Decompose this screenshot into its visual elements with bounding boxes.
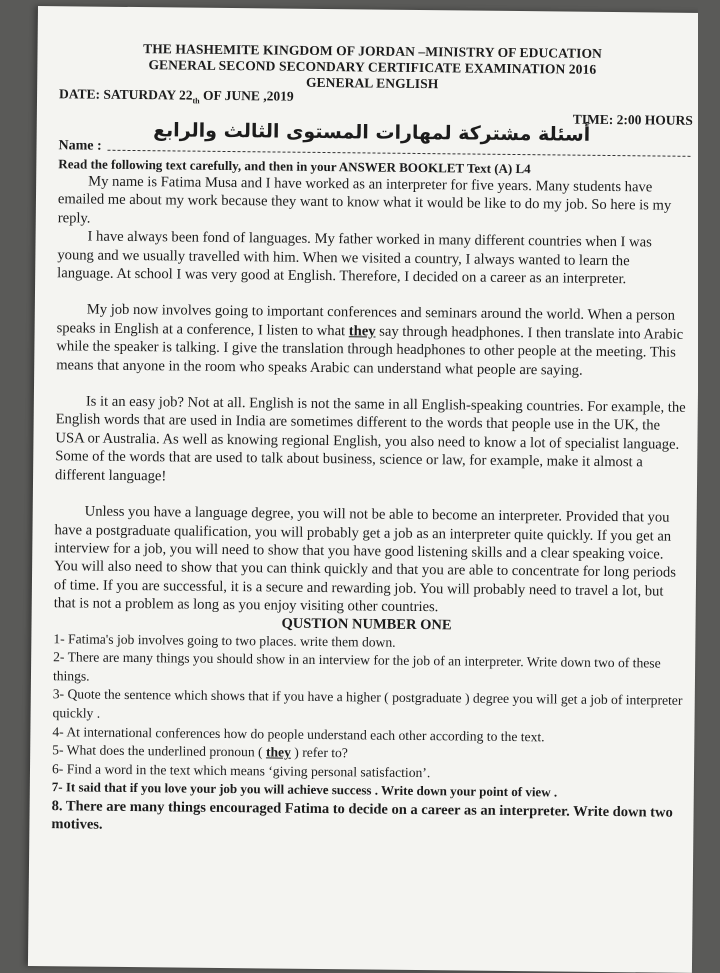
instruction: Read the following text carefully, and then in your ANSWER BOOKLET Text (A) L4 [58,156,531,177]
paragraph-2: I have always been fond of languages. My father worked in many different countries when I was young and we usually travelled with him. When we visited a country, I always wanted to learn the language. At school I was very good at English. Therefore, I decided on a career as an interpreter. [57,228,652,288]
name-label: Name : [58,138,102,154]
question-title: QUSTION NUMBER ONE [281,615,452,633]
exam-date: DATE: SATURDAY $22_{th}$ OF JUNE ,2019 [59,86,294,106]
paragraph-5: Unless you have a language degree, you will not be able to become an interpreter. Provided that you have a postgraduate qualification, you will probably get a job as an interpreter quite quickly. If you get an interview for a job, you will need to show that you have good listening skills and a clear speaking voice. You will also need to show that you can think quickly and that you are able to concentrate for long periods of time. If you are successful, it is a secure and rewarding job. You will probably need to travel a lot, but that is not a problem as long as you enjoy visiting other countries. [53,503,677,616]
arabic-title: أسئلة مشتركة لمهارات المستوى الثالث والرابع [153,119,591,146]
question-3: 3- Quote the sentence which shows that if you have a higher ( postgraduate ) degree you will get a job of interpreter quickly . [52,686,683,721]
question-8: 8. There are many things encouraged Fatima to decide on a career as an interpreter. Write down two motives. [51,798,673,834]
subject-title: GENERAL ENGLISH [305,74,439,92]
paragraph-4: Is it an easy job? Not at all. English is not the same in all English-speaking countries. For example, the English words that are used in India are sometimes different to the words that people use in the UK, the USA or Australia. As well as knowing regional English, you also need to know a lot of specialist language. Some of the words that are used to talk about business, science or law, for example, make it almost a different language! [55,393,686,485]
ministry-title: THE HASHEMITE KINGDOM OF JORDAN –MINISTRY OF EDUCATION [143,41,603,61]
underlined-pronoun: they [348,323,376,340]
paragraph-1: My name is Fatima Musa and I have worked as an interpreter for five years. Many students have emailed me about my work because they want to know what it would be like to do my job. So here is my reply. [57,173,672,227]
background-edge [698,0,720,960]
reading-passage [42,172,697,619]
question-7: 7- It said that if you love your job you will achieve success . Write down your point of view . [51,779,558,800]
question-2: 2- There are many things you should show in an interview for the job of an interpreter. Write down two of these things. [52,649,661,684]
paragraph-3: My job now involves going to important conferences and seminars around the world. When a person speaks in English at a conference, I listen to what they say through headphones. I then translate into Arabic while the speaker is talking. I give the translation through headphones to other people at the meeting. This means that anyone in the room who speaks Arabic can understand what people are saying. [56,301,684,379]
underlined-pronoun-ref: they [265,744,291,760]
question-6: 6- Find a word in the text which means ‘giving personal satisfaction’. [51,760,431,780]
exam-paper [28,6,702,973]
exam-time: TIME: 2:00 HOURS [572,111,693,128]
question-1: 1- Fatima's job involves going to two places. write them down. [53,630,396,650]
exam-title: GENERAL SECOND SECONDARY CERTIFICATE EXAMINATION 2016 [148,57,597,77]
question-4: 4- At international conferences how do people understand each other according to the text. [52,723,545,744]
question-list [39,630,691,841]
name-blank-line [108,150,691,157]
question-5: 5- What does the underlined pronoun ( they ) refer to? [52,742,348,761]
